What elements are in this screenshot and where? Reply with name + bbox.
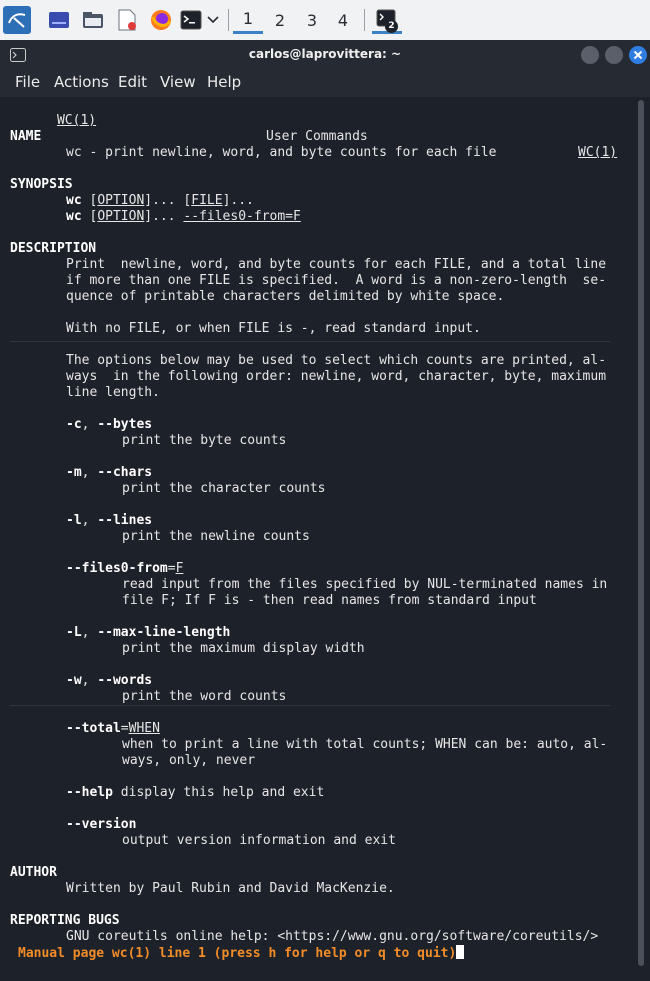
kali-menu-icon[interactable]	[3, 6, 31, 34]
option-desc: output version information and exit	[122, 833, 396, 848]
opt-long: --words	[97, 673, 153, 688]
desc-line: if more than one FILE is specified. A word is a non-zero-length se-	[66, 273, 607, 288]
status-text: Manual page wc(1) line 1 (press h for help or q to quit)	[18, 946, 457, 961]
opt-long: --chars	[97, 465, 153, 480]
desc-line: ways in the following order: newline, word, character, byte, maximum	[66, 369, 607, 384]
terminal-window-icon[interactable]	[372, 6, 402, 34]
menu-actions[interactable]: Actions	[54, 73, 109, 91]
synopsis-line-2: wc [OPTION]... --files0-from=F	[66, 209, 301, 224]
option-desc: ways, only, never	[122, 753, 256, 768]
opt-short: -w	[66, 673, 82, 688]
taskbar-separator	[228, 9, 229, 31]
opt-long: --files0-from	[66, 561, 168, 576]
syn-cmd: wc	[66, 193, 82, 208]
bg-divider	[10, 705, 610, 706]
workspace-2[interactable]: 2	[274, 10, 286, 30]
taskbar	[0, 0, 650, 41]
menu-bar	[0, 70, 650, 97]
menu-edit[interactable]: Edit	[118, 73, 148, 91]
header-right: WC(1)	[578, 145, 618, 160]
files-icon[interactable]	[80, 6, 106, 34]
option-version: --version	[66, 817, 137, 832]
option-desc: print the character counts	[122, 481, 326, 496]
menu-view[interactable]: View	[160, 73, 196, 91]
author-heading: AUTHOR	[10, 865, 57, 880]
bugs-heading: REPORTING BUGS	[10, 913, 120, 928]
option-total: --total=WHEN	[66, 721, 160, 736]
description-heading: DESCRIPTION	[10, 241, 97, 256]
option-desc: read input from the files specified by NUL-terminated names in	[122, 577, 608, 592]
desc-line: With no FILE, or when FILE is -, read standard input.	[66, 321, 481, 336]
opt-long: --total	[66, 721, 121, 736]
option-max-line-length: -L, --max-line-length	[66, 625, 231, 640]
taskbar-separator-2	[364, 9, 365, 31]
workspace-4[interactable]: 4	[337, 10, 349, 30]
scrollbar[interactable]	[638, 100, 644, 966]
header-left: WC(1)	[56, 113, 97, 128]
desc-line: The options below may be used to select which counts are printed, al-	[66, 353, 607, 368]
option-desc: print the maximum display width	[122, 641, 365, 656]
author-text: Written by Paul Rubin and David MacKenzie.	[66, 881, 395, 896]
opt-long: --max-line-length	[97, 625, 231, 640]
pager-status-line	[18, 945, 464, 961]
bugs-text: GNU coreutils online help: <https://www.gnu.org/software/coreutils/>	[66, 929, 599, 944]
terminal-output[interactable]	[0, 97, 636, 981]
opt-arg: F	[175, 561, 184, 576]
option-desc: display this help and exit	[120, 785, 325, 800]
opt-long: --lines	[97, 513, 153, 528]
workspace-3[interactable]: 3	[306, 10, 318, 30]
opt-long: --bytes	[97, 417, 153, 432]
option-help	[66, 785, 324, 801]
syn-opt: OPTION	[97, 209, 145, 224]
close-button[interactable]	[629, 46, 647, 64]
header-center: User Commands	[266, 129, 368, 144]
terminal-window	[0, 40, 650, 981]
option-desc: when to print a line with total counts; WHEN can be: auto, al-	[122, 737, 608, 752]
firefox-icon[interactable]	[148, 6, 174, 34]
desc-line: Print newline, word, and byte counts for each FILE, and a total line	[66, 257, 607, 272]
opt-short: -c	[66, 417, 82, 432]
opt-short: -m	[66, 465, 82, 480]
syn-cmd: wc	[66, 209, 82, 224]
option-desc: print the word counts	[122, 689, 287, 704]
option-lines: -l, --lines	[66, 513, 153, 528]
opt-arg: WHEN	[128, 721, 160, 736]
title-bar[interactable]	[0, 40, 650, 70]
minimize-button[interactable]	[581, 46, 599, 64]
syn-opt: OPTION	[97, 193, 145, 208]
option-files0-from: --files0-from=F	[66, 561, 184, 576]
workspace-1[interactable]: 1	[233, 6, 263, 34]
window-title: carlos@laprovittera: ~	[248, 47, 402, 61]
option-desc: file F; If F is - then read names from standard input	[122, 593, 537, 608]
opt-short: -L	[66, 625, 82, 640]
text-cursor	[456, 945, 464, 959]
text-editor-icon[interactable]	[114, 6, 140, 34]
bg-divider	[10, 341, 610, 342]
menu-help[interactable]: Help	[207, 73, 242, 91]
menu-file[interactable]: File	[15, 73, 41, 91]
name-text: wc - print newline, word, and byte counts for each file	[66, 145, 497, 160]
desc-line: quence of printable characters delimited by white space.	[66, 289, 505, 304]
option-desc: print the newline counts	[122, 529, 310, 544]
synopsis-heading: SYNOPSIS	[10, 177, 73, 192]
option-chars: -m, --chars	[66, 465, 153, 480]
window-count-badge: 2	[385, 20, 398, 33]
opt-long: --help	[66, 785, 113, 800]
close-icon	[629, 46, 647, 64]
name-heading: NAME	[10, 129, 42, 144]
terminal-icon[interactable]	[179, 6, 203, 34]
syn-file: FILE	[191, 193, 223, 208]
desktop-icon[interactable]	[46, 6, 72, 34]
dropdown-icon[interactable]	[205, 6, 221, 34]
synopsis-line-1: wc [OPTION]... [FILE]...	[66, 193, 254, 208]
option-bytes: -c, --bytes	[66, 417, 153, 432]
option-desc: print the byte counts	[122, 433, 287, 448]
syn-files0: --files0-from=F	[183, 209, 301, 224]
opt-short: -l	[66, 513, 82, 528]
option-words: -w, --words	[66, 673, 153, 688]
maximize-button[interactable]	[605, 46, 623, 64]
desc-line: line length.	[66, 385, 160, 400]
